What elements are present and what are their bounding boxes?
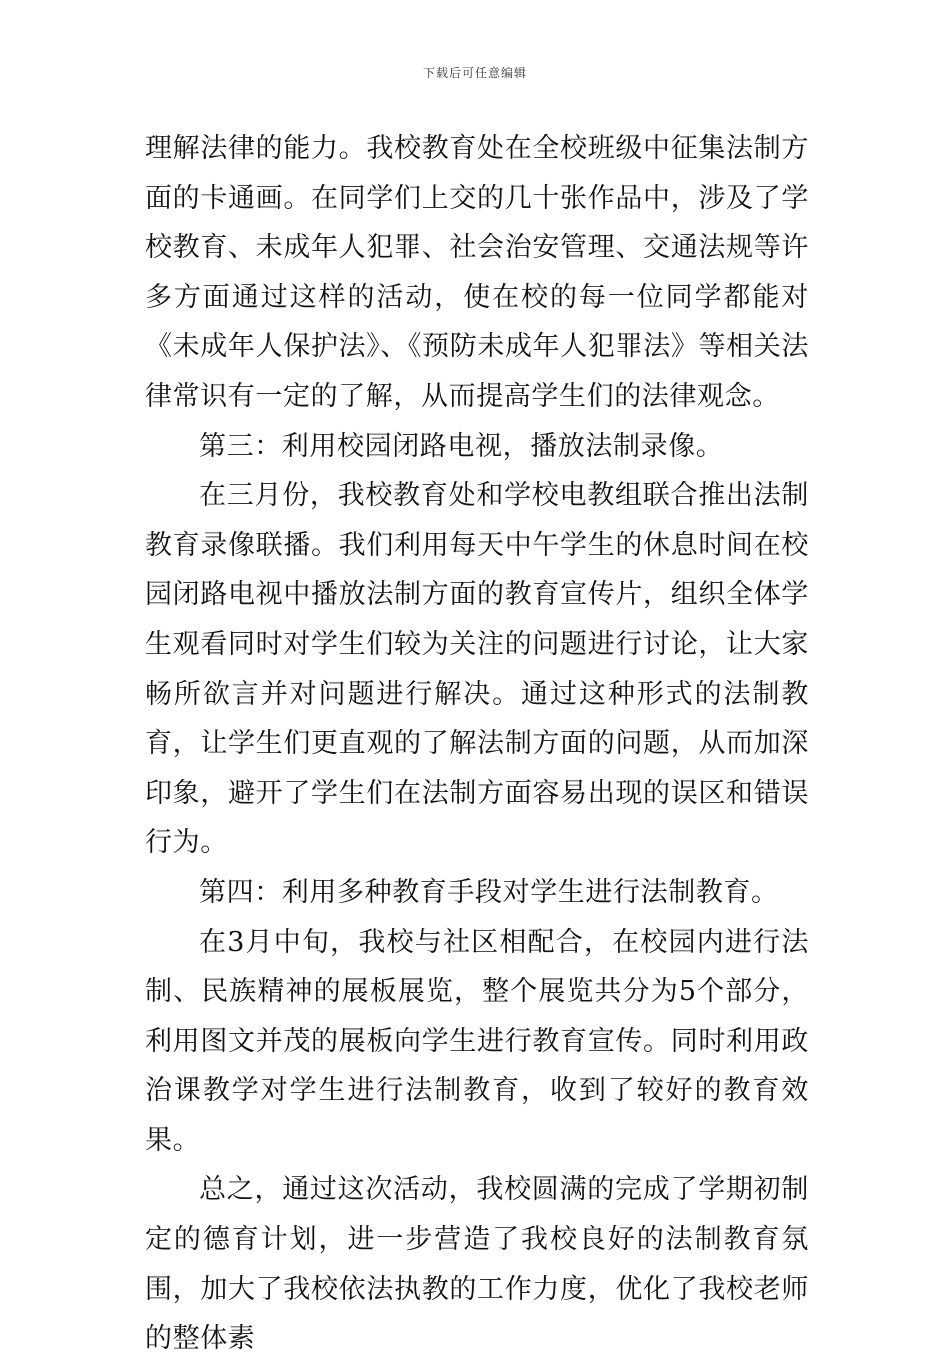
page-header: 下载后可任意编辑 — [422, 66, 527, 80]
paragraph-section-four-heading: 第四：利用多种教育手段对学生进行法制教育。 — [199, 876, 779, 908]
paragraph-section-three-heading: 第三：利用校园闭路电视，播放法制录像。 — [199, 430, 724, 462]
paragraph-video-broadcast: 在三月份，我校教育处和学校电教组联合推出法制教育录像联播。我们利用每天中午学生的休息时间在校园闭路电视中播放法制方面的教育宣传片，组织全体学生观看同时对学生们较为关注的问题进行讨论，让大家畅所欲言并对问题进行解决。通过这种形式的法制教育，让学生们更直观的了解法制方面的问题，从而加深印象，避开了学生们在法制方面容易出现的误区和错误行为。 — [145, 480, 809, 859]
paragraph-exhibition: 在3月中旬，我校与社区相配合，在校园内进行法制、民族精神的展板展览，整个展览共分为5个部分，利用图文并茂的展板向学生进行教育宣传。同时利用政治课教学对学生进行法制教育，收到了较好的教育效果。 — [145, 926, 809, 1156]
document-body — [145, 124, 809, 1364]
paragraph-legal-understanding: 理解法律的能力。我校教育处在全校班级中征集法制方面的卡通画。在同学们上交的几十张作品中，涉及了学校教育、未成年人犯罪、社会治安管理、交通法规等许多方面通过这样的活动，使在校的每一位同学都能对《未成年人保护法》、《预防未成年人犯罪法》等相关法律常识有一定的了解，从而提高学生们的法律观念。 — [145, 133, 809, 412]
paragraph-summary: 总之，通过这次活动，我校圆满的完成了学期初制定的德育计划，进一步营造了我校良好的法制教育氛围，加大了我校依法执教的工作力度，优化了我校老师的整体素 — [145, 1174, 809, 1355]
